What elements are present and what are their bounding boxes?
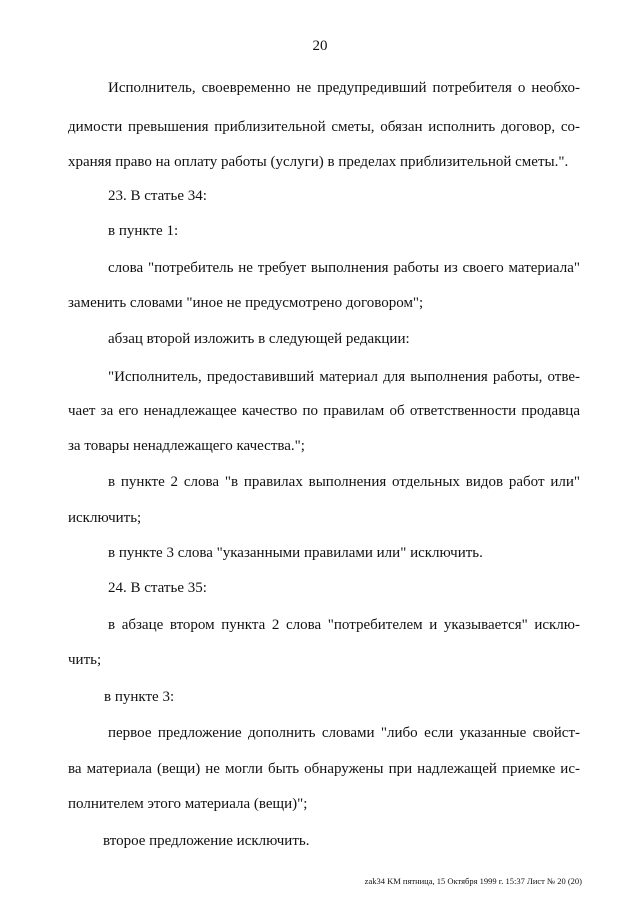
page-number: 20 xyxy=(312,38,328,54)
text-line: "Исполнитель, предоставивший материал для выполнения работы, отве- xyxy=(108,369,580,385)
article-heading: 24. В статье 35: xyxy=(108,580,207,596)
text-line: второе предложение исключить. xyxy=(103,833,310,849)
text-line: абзац второй изложить в следующей редакции: xyxy=(108,331,410,347)
text-line: в абзаце втором пункта 2 слова "потребителем и указывается" исклю- xyxy=(108,617,580,633)
article-heading: 23. В статье 34: xyxy=(108,188,207,204)
text-line: слова "потребитель не требует выполнения работы из своего материала" xyxy=(108,260,580,276)
text-line: в пункте 3 слова "указанными правилами или" исключить. xyxy=(108,545,483,561)
text-line: исключить; xyxy=(68,510,142,526)
text-line: в пункте 3: xyxy=(104,689,175,705)
text-line: в пункте 1: xyxy=(108,223,179,239)
text-line: заменить словами "иное не предусмотрено договором"; xyxy=(68,295,424,311)
text-line: димости превышения приблизительной сметы, обязан исполнить договор, со- xyxy=(68,119,580,135)
text-line: чает за его ненадлежащее качество по правилам об ответственности продавца xyxy=(68,403,580,419)
text-line: ва материала (вещи) не могли быть обнаружены при надлежащей приемке ис- xyxy=(68,761,580,777)
text-line: за товары ненадлежащего качества."; xyxy=(68,438,305,454)
text-line: чить; xyxy=(68,652,102,668)
text-line: полнителем этого материала (вещи)"; xyxy=(68,796,308,812)
text-line: Исполнитель, своевременно не предупредивший потребителя о необхо- xyxy=(108,80,580,96)
text-line: храняя право на оплату работы (услуги) в пределах приблизительной сметы.". xyxy=(68,154,569,170)
footer-stamp: zak34 KM пятница, 15 Октября 1999 г. 15:37 Лист № 20 (20) xyxy=(364,876,582,886)
text-line: первое предложение дополнить словами "либо если указанные свойст- xyxy=(108,725,580,741)
text-line: в пункте 2 слова "в правилах выполнения отдельных видов работ или" xyxy=(108,474,580,490)
